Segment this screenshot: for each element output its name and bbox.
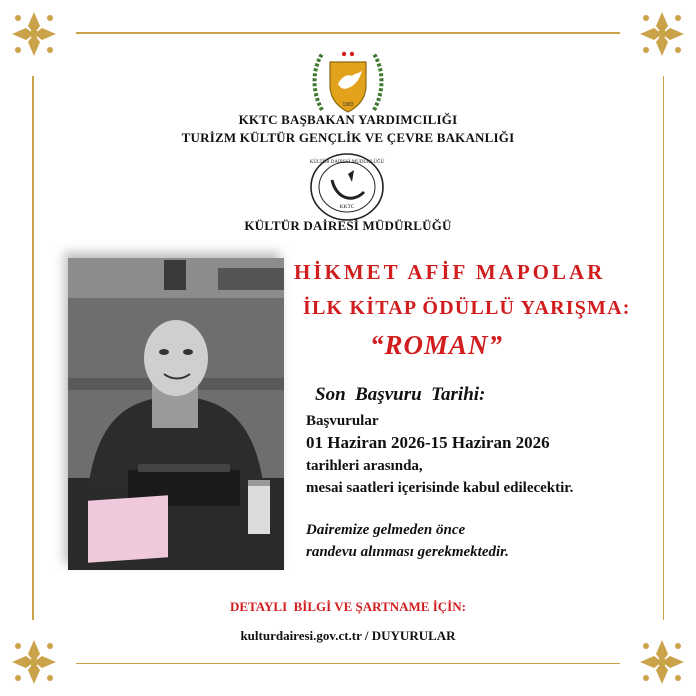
department-seal-icon <box>308 152 386 222</box>
deadline-line-3: tarihleri arasında, <box>306 458 423 474</box>
title-line-3: “ROMAN” <box>370 330 504 360</box>
seal-ring-text: KÜLTÜR DAİRESİ MÜDÜRLÜĞÜ <box>309 160 385 165</box>
emblem-year: 1983 <box>342 102 354 108</box>
ornamental-corner-icon <box>4 4 64 64</box>
frame-left-edge <box>32 76 34 620</box>
header-line-2: TURİZM KÜLTÜR GENÇLİK VE ÇEVRE BAKANLIĞI <box>181 130 515 145</box>
deadline-heading: Son Başvuru Tarihi: <box>315 384 486 405</box>
frame-right-edge <box>663 76 665 620</box>
deadline-line-1: Başvurular <box>306 413 379 429</box>
department-name: KÜLTÜR DAİRESİ MÜDÜRLÜĞÜ <box>244 218 452 233</box>
header-line-1: KKTC BAŞBAKAN YARDIMCILIĞI <box>238 112 458 127</box>
title-line-1: HİKMET AFİF MAPOLAR <box>294 260 606 284</box>
footer-info: DETAYLI BİLGİ VE ŞARTNAME İÇİN: <box>230 599 466 614</box>
footer-url[interactable]: kulturdairesi.gov.ct.tr / DUYURULAR <box>240 628 456 643</box>
portrait-photo <box>68 258 284 570</box>
seal-bottom-text: KKTC <box>339 204 355 210</box>
state-emblem-icon <box>308 40 388 122</box>
note-line-1: Dairemize gelmeden önce <box>306 522 466 538</box>
note-line-2: randevu alınması gerekmektedir. <box>306 544 509 560</box>
title-line-2: İLK KİTAP ÖDÜLLÜ YARIŞMA: <box>303 297 631 319</box>
pink-papers <box>88 495 168 563</box>
frame-bottom-edge <box>76 663 620 665</box>
deadline-line-4: mesai saatleri içerisinde kabul edilecektir. <box>306 480 574 496</box>
frame-top-edge <box>76 32 620 34</box>
ornamental-corner-icon <box>632 4 692 64</box>
deadline-dates: 01 Haziran 2026-15 Haziran 2026 <box>306 433 550 452</box>
